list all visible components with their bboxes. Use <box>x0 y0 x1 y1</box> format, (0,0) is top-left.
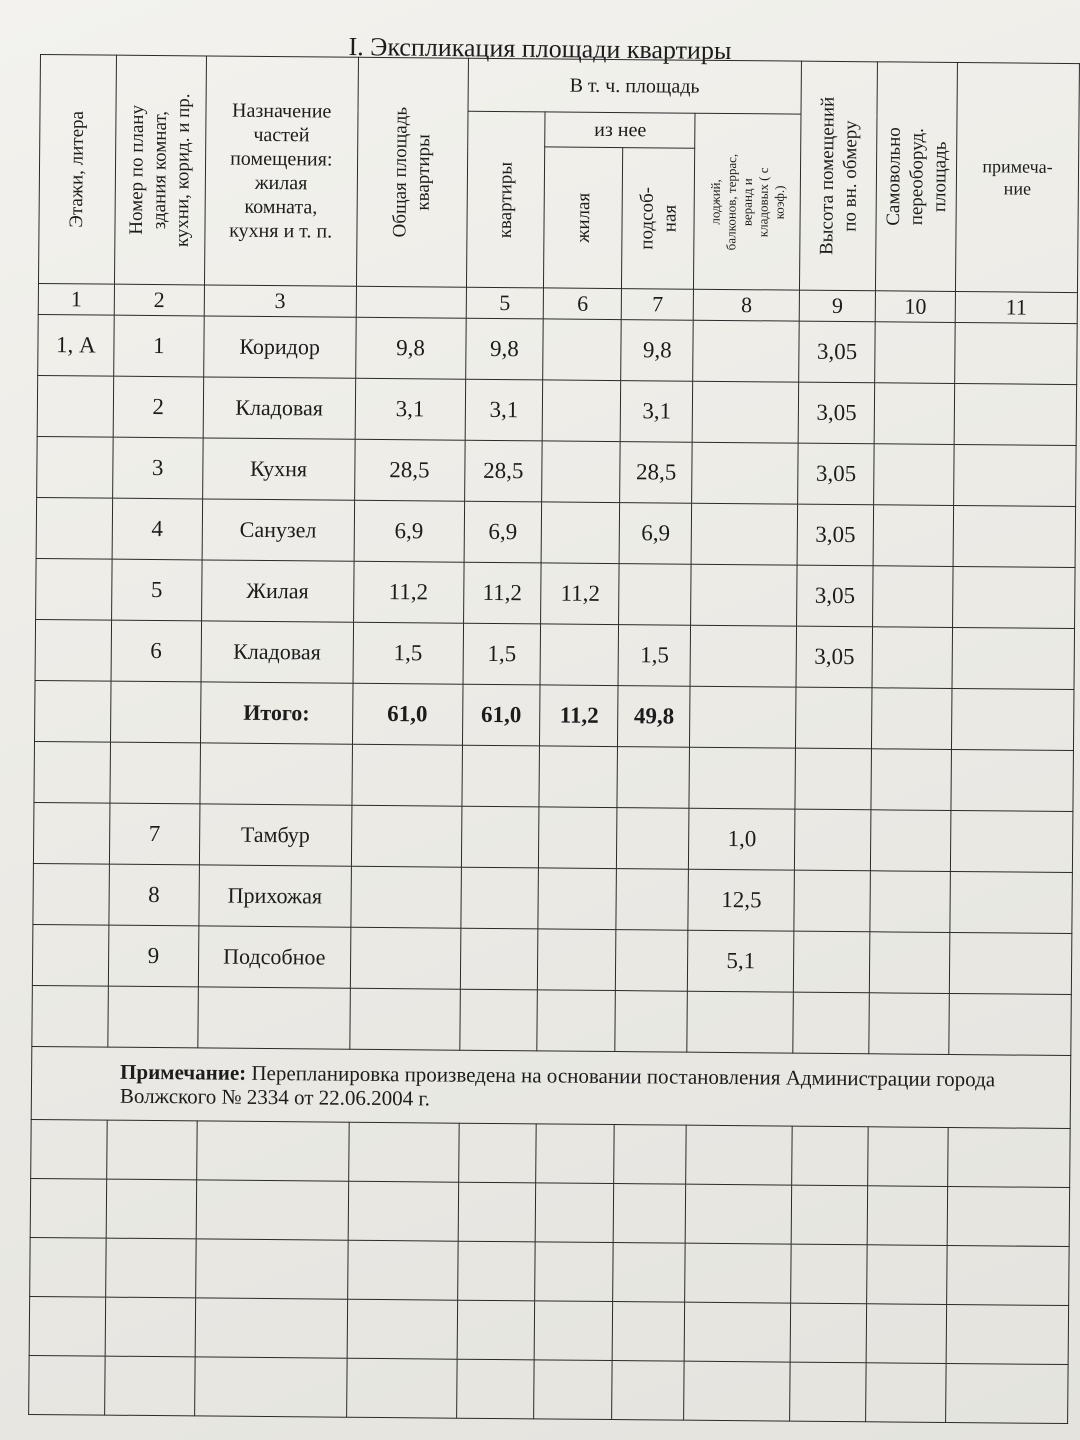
col-number-header <box>114 55 206 285</box>
cell-aux: 28,5 <box>620 442 692 504</box>
col-total-label-2: квартиры <box>412 134 435 211</box>
col-apartment-header <box>466 111 545 288</box>
col-height-label-1: Высота помещений <box>815 96 839 256</box>
table-row <box>36 497 1075 567</box>
table-row <box>35 619 1074 689</box>
col-purpose-label-4: жилая <box>254 171 308 195</box>
totals-apt: 61,0 <box>462 684 540 746</box>
cell-apt: 28,5 <box>464 440 542 502</box>
col-number: 9 <box>799 290 875 322</box>
cell-self <box>875 322 955 384</box>
col-loggia-label-2: балконов, террас, <box>723 153 739 250</box>
cell-floor <box>37 375 113 437</box>
col-number-label-3: кухни, корид. и пр. <box>172 93 195 248</box>
cell-total: 1,5 <box>353 622 463 684</box>
table-row <box>33 863 1072 933</box>
cell-living <box>543 319 621 381</box>
cell-total: 11,2 <box>353 561 463 623</box>
col-number: 8 <box>694 289 800 321</box>
col-height-header <box>800 61 878 291</box>
col-loggia-label-4: кладовых ( с <box>755 166 771 237</box>
col-height-label-2: по вн. обмеру <box>839 120 862 232</box>
col-number: 10 <box>875 291 955 323</box>
cell-num <box>110 681 200 743</box>
cell-loggia <box>693 320 799 382</box>
totals-living: 11,2 <box>540 685 618 747</box>
cell-total: 28,5 <box>354 439 464 501</box>
blank-grid-row <box>31 1119 1070 1187</box>
table-row <box>36 558 1075 628</box>
cell-self <box>872 688 952 750</box>
cell-height: 3,05 <box>797 565 873 627</box>
cell-num: 4 <box>112 498 202 560</box>
cell-loggia <box>691 503 797 565</box>
cell-height: 3,05 <box>798 382 874 444</box>
cell-total: 6,9 <box>354 500 464 562</box>
cell-loggia <box>692 381 798 443</box>
explication-sheet <box>28 54 1080 1424</box>
cell-floor <box>35 680 111 742</box>
empty-row <box>32 985 1071 1055</box>
cell-self <box>872 627 952 689</box>
cell-num: 1 <box>114 315 204 377</box>
cell-self <box>873 566 953 628</box>
cell-name: Коридор <box>203 316 355 378</box>
cell-loggia <box>690 686 796 748</box>
cell-floor <box>33 863 109 925</box>
remark-cell <box>31 1046 1071 1128</box>
cell-note <box>954 383 1077 445</box>
cell-living: 11,2 <box>541 563 619 625</box>
cell-aux: 9,8 <box>621 320 693 382</box>
cell-floor <box>37 436 113 498</box>
header-row-1 <box>40 55 1079 117</box>
cell-floor: 1, А <box>38 314 114 376</box>
cell-num: 5 <box>111 559 201 621</box>
col-number: 5 <box>466 287 544 319</box>
cell-apt: 11,2 <box>463 562 541 624</box>
explication-table <box>28 54 1080 1424</box>
totals-total: 61,0 <box>352 683 462 745</box>
cell-name: Прихожая <box>199 865 351 927</box>
col-aux-label-2: ная <box>659 204 681 233</box>
cell-height: 3,05 <box>797 504 873 566</box>
col-living-label: жилая <box>572 192 595 243</box>
col-loggia-header <box>694 113 801 290</box>
cell-num: 6 <box>111 620 201 682</box>
col-note-header <box>955 63 1079 293</box>
col-number: 6 <box>544 288 622 320</box>
cell-height: 3,05 <box>796 626 872 688</box>
col-number-label-2: здания комнат, <box>149 110 172 230</box>
col-number <box>356 286 466 318</box>
cell-note <box>953 505 1076 567</box>
col-total-header <box>356 57 468 287</box>
blank-grid-row <box>30 1178 1069 1246</box>
cell-aux: 1,5 <box>618 625 690 687</box>
cell-total: 9,8 <box>355 317 465 379</box>
totals-row <box>35 680 1074 750</box>
cell-living <box>540 624 618 686</box>
col-number: 7 <box>622 289 694 321</box>
cell-self <box>873 505 953 567</box>
col-note-label-1: примеча- <box>982 156 1053 177</box>
cell-apt: 6,9 <box>464 501 542 563</box>
col-aux-label-1: подсоб- <box>636 186 658 250</box>
cell-floor <box>36 497 112 559</box>
col-self-label-3: площадь <box>928 141 951 213</box>
cell-floor <box>32 924 108 986</box>
cell-loggia <box>691 564 797 626</box>
cell-aux: 3,1 <box>621 381 693 443</box>
cell-height: 3,05 <box>799 321 875 383</box>
cell-apt: 9,8 <box>465 318 543 380</box>
table-row <box>37 375 1076 445</box>
col-loggia-label-1: лоджий, <box>707 178 723 225</box>
cell-name: Тамбур <box>199 804 351 866</box>
cell-note <box>954 444 1077 506</box>
col-floor-header <box>38 55 116 285</box>
table-row <box>37 436 1076 506</box>
table-row <box>38 314 1077 384</box>
cell-aux <box>619 564 691 626</box>
remark-row <box>31 1046 1071 1128</box>
col-note-label-2: ние <box>1003 178 1032 199</box>
cell-name: Кладовая <box>201 621 353 683</box>
cell-total: 3,1 <box>355 378 465 440</box>
cell-loggia: 5,1 <box>688 930 794 992</box>
col-floor-label: Этажи, литера <box>66 110 89 228</box>
totals-label: Итого: <box>200 682 352 744</box>
cell-loggia: 12,5 <box>688 869 794 931</box>
cell-loggia: 1,0 <box>689 808 795 870</box>
col-living-header <box>544 147 623 289</box>
col-self-label-1: Самовольно <box>882 127 905 226</box>
col-self-header <box>876 62 958 292</box>
cell-num: 2 <box>113 376 203 438</box>
col-purpose-header <box>204 56 358 286</box>
col-self-label-2: переоборуд. <box>905 127 928 226</box>
col-number-label-1: Номер по плану <box>126 104 149 235</box>
col-number: 11 <box>955 291 1077 323</box>
cell-note <box>952 627 1075 689</box>
cell-loggia <box>690 625 796 687</box>
cell-num: 7 <box>109 803 199 865</box>
cell-loggia <box>692 442 798 504</box>
cell-aux: 6,9 <box>619 503 691 565</box>
cell-self <box>874 383 954 445</box>
empty-row <box>34 741 1073 811</box>
table-row <box>33 802 1072 872</box>
col-of-it-header: из нее <box>545 112 695 148</box>
remark-label: Примечание: <box>120 1059 247 1085</box>
col-number: 2 <box>114 284 204 316</box>
cell-name: Кухня <box>202 438 354 500</box>
cell-floor <box>35 619 111 681</box>
remark-text: Перепланировка произведена на основании постановления Администрации города Волжского № 2334 от 22.06.2004 г. <box>119 1060 996 1111</box>
cell-apt: 3,1 <box>465 379 543 441</box>
col-purpose-label-3: помещения: <box>230 147 333 171</box>
cell-floor <box>33 802 109 864</box>
cell-note <box>955 322 1078 384</box>
col-number: 3 <box>204 285 356 317</box>
col-aux-header <box>622 148 695 290</box>
cell-num: 9 <box>108 925 198 987</box>
cell-apt: 1,5 <box>463 623 541 685</box>
cell-living <box>542 502 620 564</box>
cell-height <box>796 687 872 749</box>
blank-grid-row <box>30 1237 1069 1305</box>
cell-note <box>951 688 1074 750</box>
col-number: 1 <box>38 283 114 315</box>
cell-name: Кладовая <box>203 377 355 439</box>
cell-living <box>542 441 620 503</box>
cell-height: 3,05 <box>798 443 874 505</box>
table-row <box>32 924 1071 994</box>
cell-name: Санузел <box>202 499 354 561</box>
col-incl-header: В т. ч. площадь <box>468 58 802 114</box>
blank-grid-row <box>29 1355 1068 1423</box>
cell-num: 8 <box>109 864 199 926</box>
col-purpose-label-1: Назначение <box>232 99 332 123</box>
blank-grid-row <box>29 1296 1068 1364</box>
col-loggia-label-3: веранд и <box>739 177 755 226</box>
cell-name: Жилая <box>201 560 353 622</box>
col-purpose-label-6: кухня и т. п. <box>229 219 333 243</box>
col-purpose-label-2: частей <box>253 123 310 147</box>
cell-num: 3 <box>113 437 203 499</box>
cell-living <box>543 380 621 442</box>
totals-aux: 49,8 <box>618 686 690 748</box>
cell-floor <box>36 558 112 620</box>
cell-note <box>953 566 1076 628</box>
cell-self <box>874 444 954 506</box>
col-total-label-1: Общая площадь <box>389 106 412 238</box>
cell-name: Подсобное <box>198 926 350 988</box>
page-title: I. Экспликация площади квартиры <box>348 31 732 66</box>
col-purpose-label-5: комната, <box>244 195 318 219</box>
col-apartment-label: квартиры <box>494 161 517 238</box>
col-loggia-label-5: коэф.) <box>771 184 787 219</box>
